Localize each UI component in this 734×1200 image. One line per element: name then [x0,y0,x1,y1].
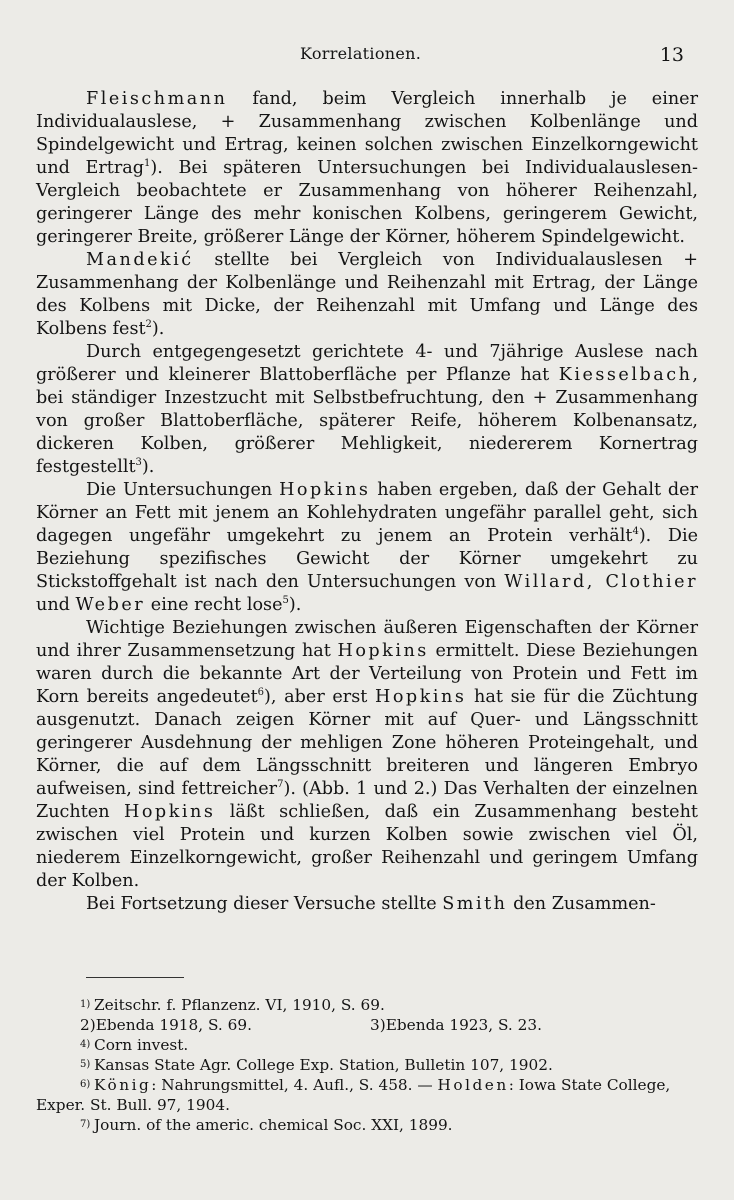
author-name: Weber [75,595,146,615]
author-name: Holden [437,1076,509,1094]
paragraph-hopkins-fat: Die Untersuchungen Hopkins haben ergeben, daß der Gehalt der Körner an Fett mit jenem an Kohlehydraten ungefähr parallel geht, sich dagegen ungefähr umgekehrt zu jenem an Protein verhält$^4$). Die Beziehung spezifisches Gewicht der Körner umgekehrt zu Stickstoffgehalt ist nach den Untersuchungen von Willard, Clothier und Weber eine recht lose$^5$). [36,480,698,615]
author-name: Willard, Clothier [504,572,698,592]
footnote-divider [86,977,184,978]
footnote-7: 7) Journ. of the americ. chemical Soc. XXI, 1899. [80,1116,453,1134]
author-name: Kiesselbach [558,365,693,385]
footnote-ref: 4 [632,526,639,538]
body-text [36,88,698,916]
footnote-ref: 3 [135,457,142,469]
author-name: Hopkins [337,641,429,661]
footnote-6: 6) König: Nahrungsmittel, 4. Aufl., S. 458. — Holden: Iowa State College, Exper. St. Bull. 97, 1904. [36,1076,671,1114]
footnotes [36,995,698,1135]
author-name: Hopkins [375,687,467,707]
page-number: 13 [659,44,684,66]
author-name: Fleischmann [86,89,228,109]
running-head: Korrelationen. [300,44,422,63]
footnote-ref: 5 [282,595,289,607]
author-name: König [94,1076,152,1094]
footnote-ref: 1 [144,158,151,170]
footnote-row-2-3 [36,1015,698,1035]
paragraph-hopkins-kernels: Wichtige Beziehungen zwischen äußeren Eigenschaften der Körner und ihrer Zusammensetzung hat Hopkins ermittelt. Diese Beziehungen waren durch die bekannte Art der Verteilung von Protein und Fett im Korn bereits angedeutet$^6$), aber erst Hopkins hat sie für die Züchtung ausgenutzt. Danach zeigen Körner mit auf Quer- und Längsschnitt geringerer Ausdehnung der mehligen Zone höheren Proteingehalt, und Körner, die auf dem Längsschnitt breiteren und längeren Embryo aufweisen, sind fettreicher$^7$). (Abb. 1 und 2.) Das Verhalten der einzelnen Zuchten Hopkins läßt schließen, daß ein Zusammenhang besteht zwischen viel Protein und kurzen Kolben sowie zwischen viel Öl, niederem Einzelkorngewicht, großer Reihenzahl und geringem Umfang der Kolben. [36,618,699,891]
author-name: Mandekić [86,250,194,270]
footnote-ref: 2 [145,319,152,331]
footnote-2: 2)Ebenda 1918, S. 69. [80,1016,252,1034]
paragraph-fleischmann: Fleischmann fand, beim Vergleich innerhalb je einer Individualauslese, + Zusammenhang zwischen Kolbenlänge und Spindelgewicht und Ertrag, keinen solchen zwischen Einzelkorngewicht und Ertrag$^1$). Bei späteren Untersuchungen bei Individualauslesen-Vergleich beobachtete er Zusammenhang von höherer Reihenzahl, geringerer Länge des mehr konischen Kolbens, geringerem Gewicht, geringerer Breite, größerer Länge der Körner, höherem Spindelgewicht. [36,89,698,247]
paragraph-kiesselbach: Durch entgegengesetzt gerichtete 4- und 7jährige Auslese nach größerer und kleinerer Blattoberfläche per Pflanze hat Kiesselbach, bei ständiger Inzestzucht mit Selbstbefruchtung, den + Zusammenhang von großer Blattoberfläche, späterer Reife, höherem Kolbenansatz, dickeren Kolben, größerer Mehligkeit, niedererem Kornertrag festgestellt$^3$). [36,342,698,477]
author-name: Smith [442,894,508,914]
paragraph-mandekic: Mandekić stellte bei Vergleich von Individualauslesen + Zusammenhang der Kolbenlänge und Reihenzahl mit Ertrag, der Länge des Kolbens mit Dicke, der Reihenzahl mit Umfang und Länge des Kolbens fest$^2$). [36,250,698,339]
footnote-1: 1) Zeitschr. f. Pflanzenz. VI, 1910, S. 69. [80,996,385,1014]
author-name: Hopkins [279,480,371,500]
paragraph-smith: Bei Fortsetzung dieser Versuche stellte Smith den Zusammen- [86,894,656,914]
footnote-ref: 7 [277,779,284,791]
footnote-4: 4) Corn invest. [80,1036,189,1054]
footnote-5: 5) Kansas State Agr. College Exp. Station, Bulletin 107, 1902. [80,1056,553,1074]
author-name: Hopkins [124,802,216,822]
footnote-ref: 6 [257,687,265,699]
footnote-3: 3)Ebenda 1923, S. 23. [370,1016,542,1034]
